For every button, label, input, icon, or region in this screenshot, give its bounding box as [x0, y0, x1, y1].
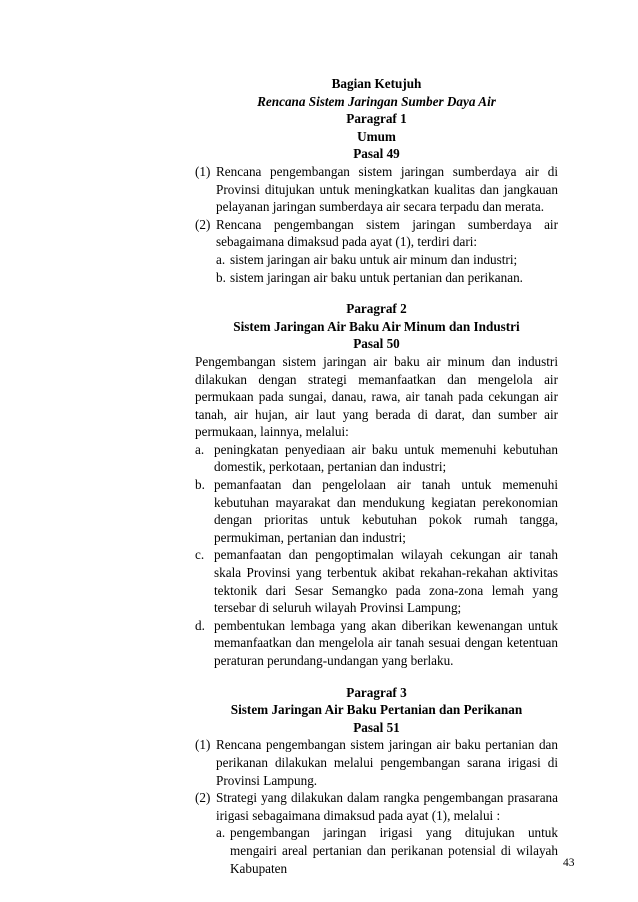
paragraf-1-subtitle: Umum: [357, 128, 396, 144]
pasal-49-ayat-2: [195, 216, 558, 251]
pasal-49-ayat-1: [195, 163, 558, 216]
paragraf-3-title: Sistem Jaringan Air Baku Pertanian dan Perikanan: [230, 702, 523, 718]
paragraf-2-title: Sistem Jaringan Air Baku Air Minum dan Industri: [233, 318, 520, 334]
item-text: peningkatan penyediaan air baku untuk memenuhi kebutuhan domestik, perkotaan, pertanian dan industri;: [214, 441, 558, 475]
sub-text: pengembangan jaringan irigasi yang ditujukan untuk mengairi areal pertanian dan perikanan potensial di wilayah Kabupaten: [230, 825, 558, 876]
pasal-50-intro: Pengembangan sistem jaringan air baku air minum dan industri dilakukan dengan strategi memanfaatkan dan mengelola air permukaan pada sungai, danau, rawa, air tanah pada cekungan air tanah, air hujan, air laut yang berada di darat, dan sumber air permukaan, lainnya, melalui:: [195, 353, 558, 440]
page-number: 43: [563, 857, 575, 869]
item-text: pemanfaatan dan pengoptimalan wilayah cekungan air tanah skala Provinsi yang terbentuk akibat rekahan-rekahan aktivitas tektonik dari Sesar Semangko pada zona-zona lemah yang tersebar di seluruh wilayah Provinsi Lampung;: [214, 547, 558, 616]
ayat-text: Rencana pengembangan sistem jaringan air baku pertanian dan perikanan dilakukan melalui pengembangan sarana irigasi di Provinsi Lampung.: [216, 737, 558, 788]
pasal-49-sub-b: [216, 269, 558, 287]
ayat-text: Rencana pengembangan sistem jaringan sumberdaya air sebagaimana dimaksud pada ayat (1), terdiri dari:: [216, 216, 558, 250]
pasal-49-heading: Pasal 49: [353, 146, 400, 162]
paragraf-1-label: Paragraf 1: [346, 111, 407, 127]
ayat-number: (2): [195, 790, 211, 806]
item-letter: d.: [195, 617, 205, 633]
pasal-51-sub-a: [216, 824, 558, 877]
pasal-50-heading: Pasal 50: [353, 336, 400, 352]
bagian-title: Rencana Sistem Jaringan Sumber Daya Air: [257, 93, 496, 109]
item-letter: a.: [195, 441, 205, 457]
paragraf-2-label: Paragraf 2: [346, 301, 407, 317]
ayat-text: Rencana pengembangan sistem jaringan sumberdaya air di Provinsi ditujukan untuk meningkatkan kualitas dan jangkauan pelayanan jaringan sumberdaya air secara terpadu dan merata.: [216, 163, 558, 215]
document-page: [195, 75, 558, 877]
sub-text: sistem jaringan air baku untuk air minum dan industri;: [230, 251, 518, 267]
pasal-50-item-d: [195, 617, 558, 670]
pasal-50-item-a: [195, 441, 558, 476]
pasal-51-heading: Pasal 51: [353, 719, 400, 735]
item-letter: b.: [195, 477, 205, 493]
ayat-text: Strategi yang dilakukan dalam rangka pengembangan prasarana irigasi sebagaimana dimaksud pada ayat (1), melalui :: [216, 790, 558, 823]
bagian-heading: Bagian Ketujuh: [331, 76, 422, 91]
ayat-number: (1): [195, 163, 211, 179]
ayat-number: (2): [195, 216, 211, 232]
ayat-number: (1): [195, 737, 211, 753]
item-text: pemanfaatan dan pengelolaan air tanah untuk memenuhi kebutuhan mayarakat dan mendukung kegiatan perekonomian dengan prioritas untuk kebutuhan pokok rumah tangga, permukiman, pertanian dan industri;: [214, 477, 558, 545]
sub-letter: a.: [216, 251, 226, 267]
pasal-49-sub-a: [216, 251, 558, 269]
sub-letter: a.: [216, 825, 226, 841]
pasal-51-ayat-1: [195, 736, 558, 789]
paragraf-3-label: Paragraf 3: [346, 684, 407, 700]
item-text: pembentukan lembaga yang akan diberikan kewenangan untuk memanfaatkan dan mengelola air tanah sesuai dengan ketentuan peraturan perundang-undangan yang berlaku.: [214, 617, 558, 668]
item-letter: c.: [195, 547, 205, 563]
sub-letter: b.: [216, 269, 226, 285]
sub-text: sistem jaringan air baku untuk pertanian dan perikanan.: [230, 269, 523, 285]
pasal-51-ayat-2: [195, 789, 558, 824]
pasal-50-item-c: [195, 546, 558, 616]
pasal-50-item-b: [195, 476, 558, 546]
